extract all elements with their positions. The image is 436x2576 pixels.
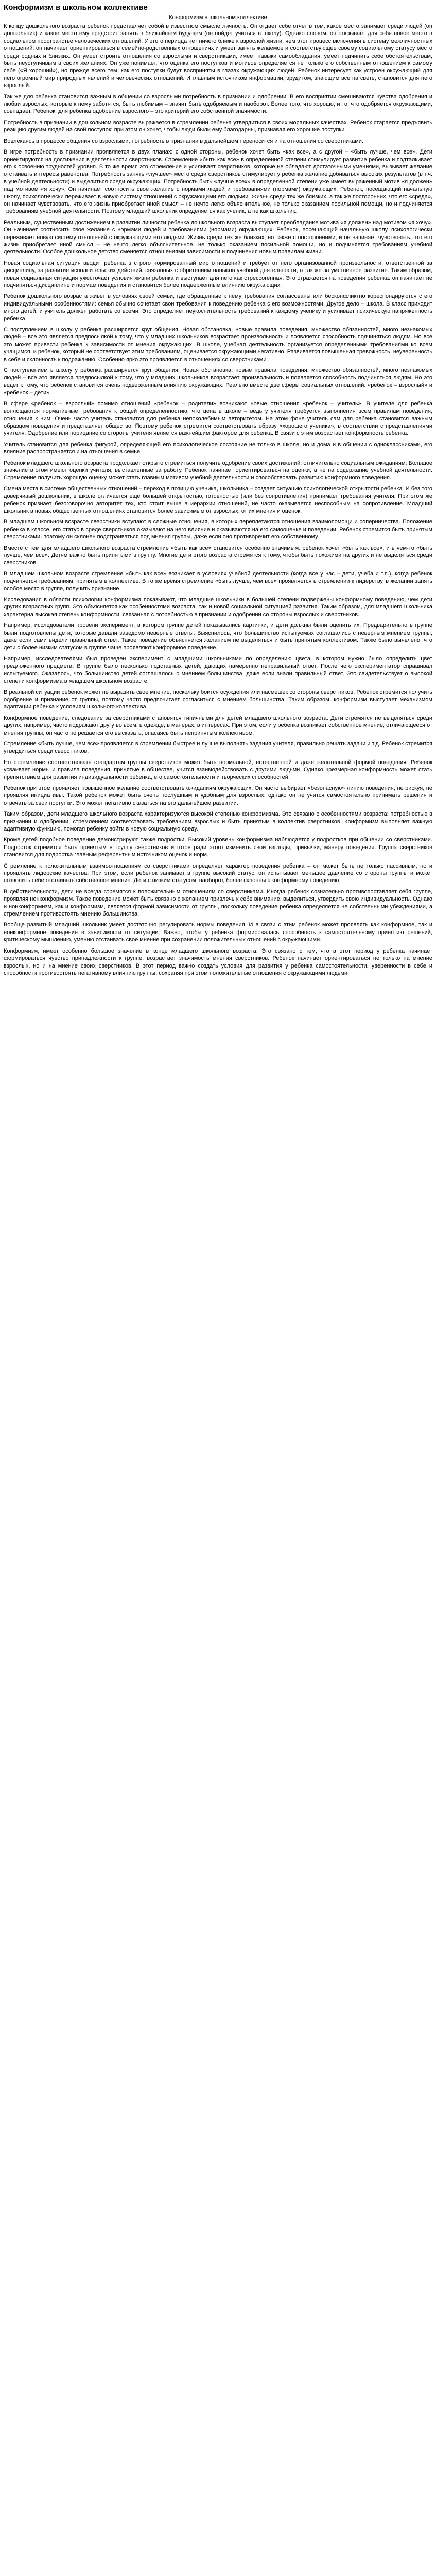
article-paragraph: Потребность в признании в дошкольном возрасте выражается в стремлении ребенка утвердиться в своих моральных качествах. Ребенок старается предъявить реакцию другим людей на свой поступок: при этом он хочет, чтобы люди были ему благодарны, признавая его хорошие поступки. [4, 119, 432, 133]
article-paragraph: В младшем школьном возрасте стремление «быть как все» возникает в условиях учебной деятельности (когда все у нас – дети, учеба и т.п.), когда ребенок подчиняется требованиям, принятым в коллективе. В то же время стремление «быть лучше, чем все» проявляется в стремлении к лидерству, в желании занять особое место в группе, получить признание. [4, 570, 432, 592]
article-paragraph: Новая социальная ситуация вводит ребенка в строго нормированный мир отношений и требует от него организованной произвольности, ответственной за дисциплину, за развитие исполнительских действий, связанных с обретением навыков учебной деятельности, а так же за умственное развитие. Таким образом, новая социальная ситуация ужесточает условия жизни ребенка и выступает для него как стрессогенная. Это отражается на поведении ребенка: он начинает не подчиняться дисциплине и нормам поведения и становится более подверженным влиянию окружающих. [4, 260, 432, 289]
article-paragraph: Конформизм, имеет особенно большое значение в конце младшего школьного возраста. Это связано с тем, что в этот период у ребенка начинает формироваться чувство принадлежности к группе, возрастает значимость мнения сверстников. Ребенок начинает ориентироваться не только на мнение взрослых, но и на мнение своих сверстников. В этот период важно создать условия для развития у ребенка самостоятельности, уверенности в себе и способности противостоять негативному влиянию группы, сохраняя при этом положительные отношения с окружающими людьми. [4, 947, 432, 976]
article-paragraph: Кроме детей подобное поведение демонстрируют также подростки. Высокий уровень конформизма наблюдается у подростков при общении со сверстниками. Подросток стремится быть принятым в группу сверстников и готов ради этого изменить свои взгляды, привычки, манеру поведения. Группа сверстников становится для подростка главным референтным источником оценок и норм. [4, 837, 432, 858]
article-paragraph: Так же для ребенка становится важным в общении со взрослыми потребность в признании и одобрении. В его восприятии смешиваются чувства одобрения и любви взрослых, которые к нему заботятся, быть любимым – значит быть одобряемым и наоборот. Более того, что хорошо, и то, что одобряется окружающими, совпадает. Ребенок, для ребенка одобрение взрослого – это критерий его собственной значимости. [4, 93, 432, 115]
article-paragraph: К концу дошкольного возраста ребенок представляет собой в известном смысле личность. Он отдает себе отчет в том, какое место занимает среди людей (он дошкольник) и какое место ему предстоит занять в ближайшем будущем (он пойдет учиться в школу). Однако словом, он открывает для себя новое место в социальном пространстве человеческих отношений. У этого периода нет ничего ближе к взрослой жизни, чем этот процесс включения в систему межличностных отношений: он начинает ориентироваться в семейно-родственных отношениях и умеет занять желаемое и соответствующее своему социальному статусу место среди родных и близких. Он умеет строить отношения со взрослыми и сверстниками, имеет навыки самообладания, умеет подчинить себе обстоятельствам, быть неуступчивым в своих желаниях. Он уже понимает, что оценка его поступков и мотивов определяется не только его собственным отношением к самому себе («Я хороший»), но прежде всего тем, как его поступки будут восприняты в глазах окружающих людей. Ребенок интересует как устроен окружающий для него огромный мир природных явлений и человеческих отношений. И главным источником информации, эрудитом, знающим все на свете, становится для него взрослый. [4, 23, 432, 89]
article-title: Конформизм в школьном коллективе [4, 3, 148, 12]
article-paragraph: В игре потребность в признании проявляется в двух планах: с одной стороны, ребенок хочет быть «как все», а с другой – «быть лучше, чем все». Дети ориентируются на достижения в деятельности сверстников. Стремление «быть как все» в определенной степени стимулирует развитие ребенка и подталкивает его к освоению трудностей уровня. В то же время это стремление и усиливает сверстников, которые не обладают достаточными умениями, вызывает желание отстаивать интересы равенства. Потребность занять «лучшее» место среди сверстников стимулирует у ребенка желание добиваться высоких результатов (в т.ч. в учебной деятельности) и выделиться среди окружающих. Потребность быть «лучше всех» в определенной степени уже имеет выраженный мотив «я должен» над мотивом «я хочу». Он начинает соотносить свое желание с нормами людей и требованиями (нормами) окружающих. Ребенок, посещающий начальную школу, психологически переживает в новую систему отношений с окружающими его людьми. Жизнь среди тех же близких, а так же посторонних, что его «среда», он начинает чувствовать, что его жизнь приобретает иной смысл – не нечто легко объяснительное, не только оказанием посильной помощи, но и подчиняется требованиям учебной деятельности. Поэтому младший школьник определяется как ученик, а не как школьник. [4, 149, 432, 215]
article-paragraph: Исследования в области психологии конформизма показывают, что младшие школьники в большей степени подвержены конформному поведению, чем дети других возрастных групп. Это объясняется как особенностями возраста, так и новой социальной ситуацией развития. Таким образом, для младшего школьника характерна высокая степень конформности, связанная с потребностью в признании и одобрении со стороны взрослых и сверстников. [4, 597, 432, 618]
article-paragraph: Стремление к положительным взаимоотношениям со сверстниками определяет характер поведения ребенка – он может быть не только пассивным, но и проявлять лидерские качества. При этом, если ребенок занимает в группе высокий статус, он испытывает меньшее давление со стороны группы и может позволить себе отстаивать собственное мнение. Дети с низким статусом, наоборот, более склонны к конформному поведению. [4, 862, 432, 884]
article-paragraph: С поступлением в школу у ребенка расширяется круг общения. Новая обстановка, новые правила поведения, множество обязанностей, много незнакомых людей – все это является предпосылкой к тому, что у младших школьников возрастает произвольность и появляется способность подчиняться людям. Но это ведет к тому, что ребенок становится очень подверженным влиянию окружающих. Реально вместе две сферы социальных отношений: «ребенок – взрослый» и «ребенок – дети». [4, 367, 432, 396]
article-paragraph: Стремление «быть лучше, чем все» проявляется в стремлении быстрее и лучше выполнять задания учителя, правильно решать задачи и т.д. Ребенок стремится утвердиться среди сверстников. [4, 740, 432, 755]
article-paragraph: Вовлекаясь в процессе общения со взрослыми, потребность в признании в дальнейшем переносится и на отношения со сверстниками. [4, 138, 363, 144]
article-paragraph: Смена места в системе общественных отношений – переход в позицию ученика, школьника – создает ситуацию психологической открытости ребенка. И без того доверчивый дошкольник, в школе отличается еще большей открытостью, готовностью (или без сопротивления) принимает требования учителя. При этом же ребенок признает безоговорочно авторитет тех, кто стоит выше в иерархии отношений, не часто оказывается неспособным на сопротивление. Младший школьник в новых общественных отношениях становится более зависимым от взрослых, от их мнения и оценок. [4, 485, 432, 514]
article-paragraph: В младшем школьном возрасте сверстники вступают в сложные отношения, в которых переплетаются отношения взаимопомощи и соперничества. Положение ребенка в классе, его статус в среде сверстников оказывают на него влияние и сказываются на его самооценке и поведении. Ребенок стремится быть принятым сверстниками, поэтому он склонен подстраиваться под мнения группы, даже если оно противоречит его собственному. [4, 519, 432, 540]
article-paragraph: Но стремление соответствовать стандартам группы сверстников может быть нормальной, естественной и даже желательной формой поведения. Ребенок усваивает нормы и правила поведения, принятые в обществе, учится взаимодействовать с другими людьми. Однако чрезмерная конформность может стать препятствием для развития индивидуальности ребенка, его самостоятельности и творческих способностей. [4, 759, 432, 781]
article-paragraph: В действительности, дети не всегда стремятся к положительным отношениям со сверстниками. Иногда ребенок сознательно противопоставляет себя группе, проявляя нонконформизм. Такое поведение может быть связано с желанием привлечь к себе внимание, выделиться, утвердить свою индивидуальность. Однако и нонконформизм, как и конформизм, является формой зависимости от группы, поскольку поведение ребенка определяется не собственными убеждениями, а стремлением противостоять мнению большинства. [4, 888, 432, 918]
article-paragraph: Ребенок младшего школьного возраста продолжает открыто стремиться получить одобрение своих достижений, отличительно социальным ожиданиям. Большое значение в этом имеют оценки учителя, выставленные за работу. Ребенок начинает ориентироваться на оценки, а не на содержание учебной деятельности. Стремление получить хорошую оценку может стать главным мотивом учебной деятельности и способствовать развитию конформного поведения. [4, 460, 432, 481]
article-paragraph: Таким образом, дети младшего школьного возраста характеризуются высокой степенью конформизма. Это связано с особенностями возраста: потребностью в признании и одобрении, стремлением соответствовать требованиям взрослых и быть принятым в коллектив сверстников. Конформизм выполняет важную адаптивную функцию, помогая ребенку войти в новую социальную среду. [4, 811, 432, 832]
article-paragraph: Вообще развитый младший школьник умеет достаточно регулировать нормы поведения. И в связи с этим ребенок может проявлять как конформное, так и нонконформное поведение в зависимости от ситуации. Важно, чтобы у ребенка формировалась способность к самостоятельному принятию решений, критическому мышлению, умению отстаивать свое мнение при сохранении положительных отношений с окружающими. [4, 922, 432, 943]
article-paragraph: Ребенок при этом проявляет повышенное желание соответствовать ожиданиям окружающих. Он часто выбирает «безопасную» линию поведения, не рискуя, не проявляя инициативы. Такой ребенок может быть очень послушным и удобным для взрослых, однако он не учится самостоятельно принимать решения и отвечать за свои поступки. Это может негативно сказаться на его дальнейшем развитии. [4, 785, 432, 806]
article-subtitle: Конформизм в школьном коллективе [169, 14, 267, 21]
article-paragraph: Учитель становится для ребенка фигурой, определяющей его психологическое состояние не только в школе, но и дома и в общении с одноклассниками, его влияние распространяется и на отношения в семье. [4, 441, 432, 455]
article-paragraph: Например, исследователями был проведен эксперимент с младшими школьниками по определению цвета, в котором нужно было определить цвет предложенного предмета. В группе было несколько подставных детей, дающих намеренно неправильный ответ. После чего экспериментатор спрашивал испытуемого. Оказалось, что большинство детей соглашалось с мнением большинства, даже если знали правильный ответ. Это свидетельствует о высокой степени конформизма в младшем школьном возрасте. [4, 655, 432, 685]
article-paragraph: Реальным, существенным достижением в развитии личности ребенка дошкольного возраста выступает преобладание мотива «я должен» над мотивом «я хочу». Он начинает соотносить свое желание с нормами людей и требованиями (нормами) окружающих. Ребенок, посещающий начальную школу, психологически переживает новую систему отношений с окружающими его людьми. Жизнь среди тех же близких, но также с посторонними, и он начинает чувствовать, что его жизнь приобретает иной смысл – не нечто легко объяснительное, не только оказанием посильной помощи, но и подчиняется требованиям учебной деятельности. Особое дошкольное детство сменяется отношениями зависимости и подчинения новым правилам жизни. [4, 219, 432, 256]
article-paragraph: Конформное поведение, следование за сверстниками становятся типичными для детей младшего школьного возраста. Дети стремятся не выделяться среди других, например, часто подражают другу во всем: в одежде, в манерах, в интересах. При этом, если у ребенка возникает собственное мнение, отличающееся от мнения группы, он часто не решается его высказать, опасаясь быть непринятым коллективом. [4, 715, 432, 736]
article-paragraph: Вместе с тем для младшего школьного возраста стремление «быть как все» становится особенно значимым: ребенок хочет «быть как все», и в чем-то «быть лучше, чем все». Детям важно быть принятыми в группу. Многие дети этого возраста стремятся к тому, чтобы быть похожими на других и не выделяться среди сверстников. [4, 545, 432, 566]
article-paragraph: Ребенок дошкольного возраста живет в условиях своей семьи, где обращенные к нему требования согласованы или бесконфликтно кореспондируются с его индивидуальными особенностями: семья обычно сочетает свои требования к поведению ребенка с его возможностями. Другое дело – школа. В класс приходит много детей, и учитель должен работать со всеми. Это определяет неукоснительность требований к каждому ученику и усиливает психическую напряженность ребенка. [4, 293, 432, 322]
article-paragraph: В сфере «ребенок – взрослый» помимо отношений «ребенок – родители» возникают новые отношения «ребенок – учитель». В учителе для ребенка воплощаются нормативные требования к общей определенностию, что цена в школе – ведь у учителя требуется выполнения всем правилам поведения, отношения к ним. Очень часто учитель становится для ребенка непоколебимым авторитетом. На этом фоне учитель сам для ребенка становится важным образцом поведения и представляет общество. Поэтому ребенок стремится соответствовать образу «хорошего ученика», в соответствии с представлениями учителя. Одобрение или порицание со стороны учителя является важнейшим фактором для ребенка. В связи с этим возрастает конформность ребенка. [4, 400, 432, 437]
article-paragraph: В реальной ситуации ребенок может не выразить свое мнение, поскольку боится осуждения или насмешек со стороны сверстников. Ребенок стремится получить одобрение и признание от группы, поэтому часто предпочитает согласиться с мнением большинства. Таким образом, конформизм выступает механизмом адаптации ребенка к условиям школьного коллектива. [4, 689, 432, 710]
article-paragraph: С поступлением в школу у ребенка расширяется круг общения. Новая обстановка, новые правила поведения, множество обязанностей, много незнакомых людей – все это является предпосылкой к тому, что у младших школьников возрастает произвольность и появляется способность подчиняться людям. Но все это может привести ребенка к зависимости от мнения окружающих. В школе, учебная деятельность организуется определенными требованиями ко всем учащимся, и ребенок, который не соответствует этим требованиям, оценивается окружающими негативно. Развивается повышенная тревожность, неуверенность в себе и склонность к подражанию. Особенно ярко это проявляется в отношениях со сверстниками. [4, 327, 432, 363]
article-paragraph: Например, исследователи провели эксперимент, в котором группе детей показывались картинки, и дети должны были оценить их. Предварительно в группе были подготовлены дети, которые давали заведомо неверные ответы. Выяснилось, что большинство испытуемых соглашались с неверным мнением группы, даже если сами видели правильный ответ. Такое поведение объясняется желанием не выделяться и быть принятым коллективом. Также было выявлено, что дети с более низким статусом в группе чаще проявляют конформное поведение. [4, 622, 432, 651]
article-body [4, 23, 432, 977]
